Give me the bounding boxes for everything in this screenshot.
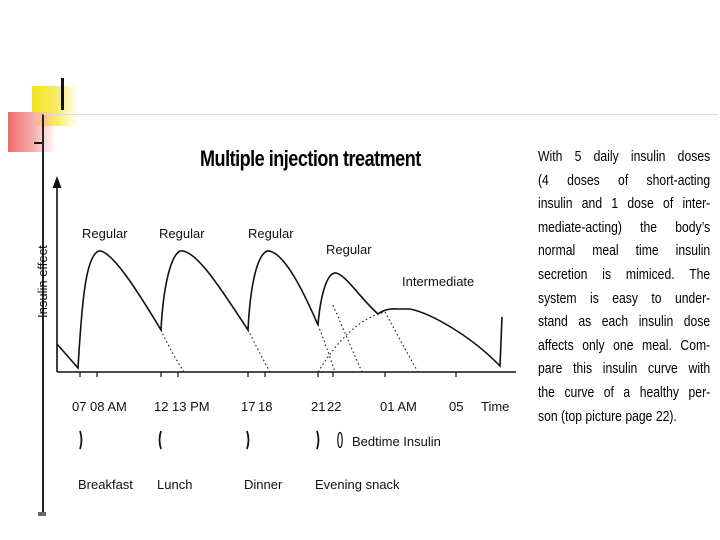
time-label: 01 AM xyxy=(380,399,417,414)
insulin-effect-curve xyxy=(57,251,502,368)
time-label: 18 xyxy=(258,399,273,414)
peak-label-regular-4: Regular xyxy=(326,242,372,257)
time-label: 07 xyxy=(72,399,87,414)
bedtime-injection-marker xyxy=(338,433,342,448)
y-axis-arrow xyxy=(53,176,62,188)
description-line: mediate-acting) the body’s xyxy=(538,219,711,236)
peak-label-regular-2: Regular xyxy=(159,226,205,241)
description-line: insulin and 1 dose of inter- xyxy=(538,196,711,213)
description-line: (4 doses of short-acting xyxy=(538,172,711,189)
description-line: stand as each insulin dose xyxy=(538,314,711,331)
time-label: 12 xyxy=(154,399,169,414)
time-label: 05 xyxy=(449,399,464,414)
time-label: 17 xyxy=(241,399,256,414)
bedtime-insulin-label: Bedtime Insulin xyxy=(352,434,441,449)
peak-label-regular-3: Regular xyxy=(248,226,294,241)
time-label: 13 PM xyxy=(172,399,210,414)
description-line: secretion is mimiced. The xyxy=(538,266,711,283)
meal-label-breakfast: Breakfast xyxy=(78,477,133,492)
description-line: son (top picture page 22). xyxy=(538,408,677,425)
figure-title: Multiple injection treatment xyxy=(200,146,421,171)
time-label: 21 xyxy=(311,399,326,414)
description-line: With 5 daily insulin doses xyxy=(538,149,711,165)
description-line: normal meal time insulin xyxy=(538,243,711,260)
y-axis-label: Insulin effect xyxy=(35,245,50,318)
time-label: 08 AM xyxy=(90,399,127,414)
time-label: 22 xyxy=(327,399,342,414)
meal-label-evening-snack: Evening snack xyxy=(315,477,400,492)
injection-markers xyxy=(80,431,319,449)
description-line: system is easy to under- xyxy=(538,290,711,307)
meal-label-dinner: Dinner xyxy=(244,477,283,492)
meal-label-lunch: Lunch xyxy=(157,477,193,492)
description-line: the curve of a healthy per- xyxy=(538,384,711,401)
peak-label-regular-1: Regular xyxy=(82,226,128,241)
peak-label-intermediate: Intermediate xyxy=(402,274,475,289)
x-axis-end-label: Time xyxy=(481,399,510,414)
decay-continuations xyxy=(161,305,418,372)
description-line: pare this insulin curve with xyxy=(538,361,711,378)
description-line: affects only one meal. Com- xyxy=(538,337,711,354)
